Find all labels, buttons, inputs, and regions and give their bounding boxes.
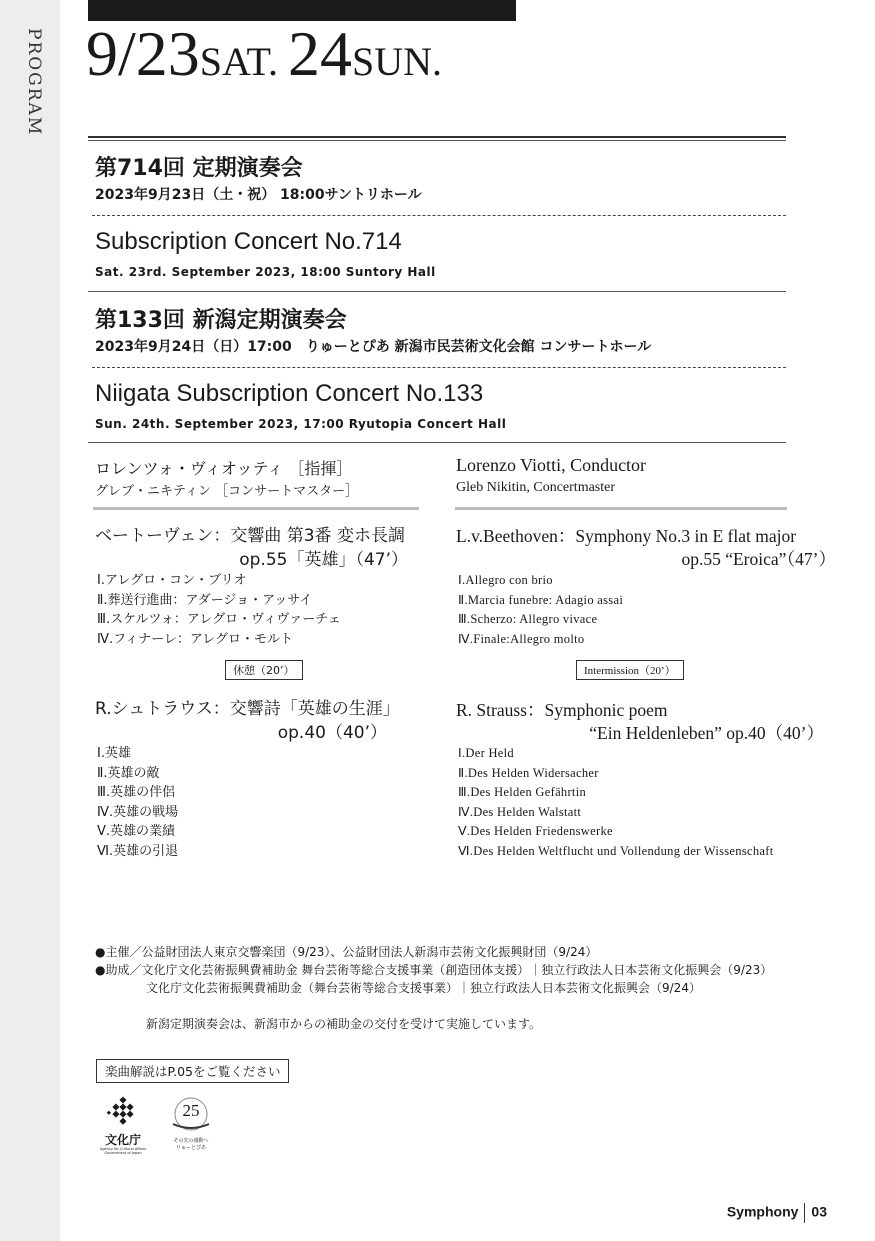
anniversary-sub2: りゅーとぴあ xyxy=(175,1145,206,1151)
header-rule-bottom xyxy=(88,140,786,141)
movement-item: Ⅲ.スケルツォ：アレグロ・ヴィヴァーチェ xyxy=(97,612,341,627)
piece1-title-en-line2: op.55 “Eroica”（47’） xyxy=(681,549,836,569)
organizer-note: ●主催／公益財団法人東京交響楽団（9/23）、公益財団法人新潟市芸術文化振興財団（9/24） xyxy=(95,945,598,959)
movement-item: Ⅴ.Des Helden Friedenswerke xyxy=(458,824,613,838)
page-number: 03 xyxy=(811,1203,827,1220)
performers-rule-en xyxy=(455,507,787,510)
anniversary-number: 25 xyxy=(182,1101,200,1120)
piece1-title-jp-line1: ベートーヴェン：交響曲 第3番 変ホ長調 xyxy=(95,526,405,546)
bunka-logo-sub2: Government of Japan xyxy=(104,1151,142,1155)
piece2-title-en-line1: R. Strauss：Symphonic poem xyxy=(456,700,668,720)
concert2-title-jp: 第133回 新潟定期演奏会 xyxy=(95,308,347,333)
conductor-jp: ロレンツォ・ヴィオッティ ［指揮］ xyxy=(95,459,353,478)
bunka-logo-sub1: Agency for Cultural Affairs xyxy=(99,1147,147,1151)
piece2-title-en-line2: “Ein Heldenleben” op.40（40’） xyxy=(589,723,824,743)
movement-item: Ⅵ.Des Helden Weltflucht und Vollendung der Wissenschaft xyxy=(458,843,774,858)
footer-separator xyxy=(804,1203,805,1223)
date-title xyxy=(86,18,442,89)
intermission-en: Intermission（20’） xyxy=(576,660,684,680)
concertmaster-jp: グレブ・ニキティン ［コンサートマスター］ xyxy=(95,484,359,499)
date-day2: 24 xyxy=(287,18,352,89)
bunka-logo xyxy=(97,1096,149,1156)
bunka-logo-icon xyxy=(97,1096,149,1130)
concert1-date-jp: 2023年9月23日（土・祝） 18:00サントリホール xyxy=(95,187,422,203)
performers-rule-jp xyxy=(93,507,419,510)
divider-dashed xyxy=(92,367,786,368)
movement-item: Ⅳ.Des Helden Walstatt xyxy=(458,804,582,819)
sidebar-label: PROGRAM xyxy=(24,28,44,137)
piece2-movements-jp xyxy=(97,744,178,861)
header-rule-top xyxy=(88,136,786,138)
movement-item: Ⅲ.Des Helden Gefährtin xyxy=(458,785,587,799)
divider xyxy=(88,442,786,443)
concert2-date-jp: 2023年9月24日（日）17:00 りゅーとぴあ 新潟市民芸術文化会館 コンサートホール xyxy=(95,339,652,355)
piece1-movements-jp xyxy=(97,571,341,649)
movement-item: Ⅰ.英雄 xyxy=(97,746,131,761)
movement-item: Ⅱ.葬送行進曲：アダージョ・アッサイ xyxy=(97,592,313,608)
concert2-title-en: Niigata Subscription Concert No.133 xyxy=(95,380,484,407)
movement-item: Ⅰ.Allegro con brio xyxy=(458,573,553,587)
anniversary-logo xyxy=(164,1096,218,1156)
concert1-title-en: Subscription Concert No.714 xyxy=(95,228,402,255)
movement-item: Ⅳ.英雄の戦場 xyxy=(97,804,179,820)
footer-label: Symphony xyxy=(726,1203,799,1220)
concert1-date-en: Sat. 23rd. September 2023, 18:00 Suntory Hall xyxy=(95,265,436,279)
conductor-en: Lorenzo Viotti, Conductor xyxy=(456,455,647,475)
sidebar xyxy=(0,0,60,1241)
support-note-2: 文化庁文化芸術振興費補助金（舞台芸術等総合支援事業）｜独立行政法人日本芸術文化振興会（9/24） xyxy=(146,981,701,995)
piece2-title-jp-line1: R.シュトラウス：交響詩「英雄の生涯」 xyxy=(95,699,400,719)
divider xyxy=(88,291,786,292)
dow-day1: SAT. xyxy=(199,39,278,84)
movement-item: Ⅱ.Des Helden Widersacher xyxy=(458,765,599,780)
support-note-1: ●助成／文化庁文化芸術振興費補助金 舞台芸術等総合支援事業（創造団体支援）｜独立行政法人日本芸術文化振興会（9/23） xyxy=(95,963,773,977)
concert2-date-en: Sun. 24th. September 2023, 17:00 Ryutopia Concert Hall xyxy=(95,417,507,431)
concert1-title-jp: 第714回 定期演奏会 xyxy=(95,156,303,181)
movement-item: Ⅵ.英雄の引退 xyxy=(97,843,179,859)
piece1-title-jp-line2: op.55「英雄」（47’） xyxy=(239,550,408,570)
intermission-jp: 休憩（20’） xyxy=(225,660,303,680)
movement-item: Ⅳ.Finale:Allegro molto xyxy=(458,631,585,646)
movement-item: Ⅳ.フィナーレ：アレグロ・モルト xyxy=(97,631,294,647)
dow-day2: SUN. xyxy=(351,39,442,84)
anniversary-sub1: その先の感動へ xyxy=(173,1138,209,1144)
anniversary-logo-icon xyxy=(164,1096,218,1134)
movement-item: Ⅲ.Scherzo: Allegro vivace xyxy=(458,612,598,626)
page-footer xyxy=(727,1203,827,1223)
commentary-reference: 楽曲解説はP.05をご覧ください xyxy=(96,1059,289,1083)
piece1-title-en-line1: L.v.Beethoven：Symphony No.3 in E flat major xyxy=(456,526,797,546)
niigata-note: 新潟定期演奏会は、新潟市からの補助金の交付を受けて実施しています。 xyxy=(146,1017,542,1031)
piece2-movements-en xyxy=(458,744,773,861)
movement-item: Ⅱ.英雄の敵 xyxy=(97,765,160,781)
piece1-movements-en xyxy=(458,571,623,649)
movement-item: Ⅰ.Der Held xyxy=(458,746,514,760)
piece2-title-jp-line2: op.40（40’） xyxy=(277,723,387,743)
movement-item: Ⅲ.英雄の伴侶 xyxy=(97,785,176,800)
concertmaster-en: Gleb Nikitin, Concertmaster xyxy=(456,480,616,495)
movement-item: Ⅰ.アレグロ・コン・ブリオ xyxy=(97,573,247,588)
divider-dashed xyxy=(92,215,786,216)
movement-item: Ⅱ.Marcia funebre: Adagio assai xyxy=(458,592,624,607)
date-day1: 9/23 xyxy=(86,18,200,89)
movement-item: Ⅴ.英雄の業績 xyxy=(97,824,176,839)
bunka-logo-text: 文化庁 xyxy=(104,1133,141,1147)
